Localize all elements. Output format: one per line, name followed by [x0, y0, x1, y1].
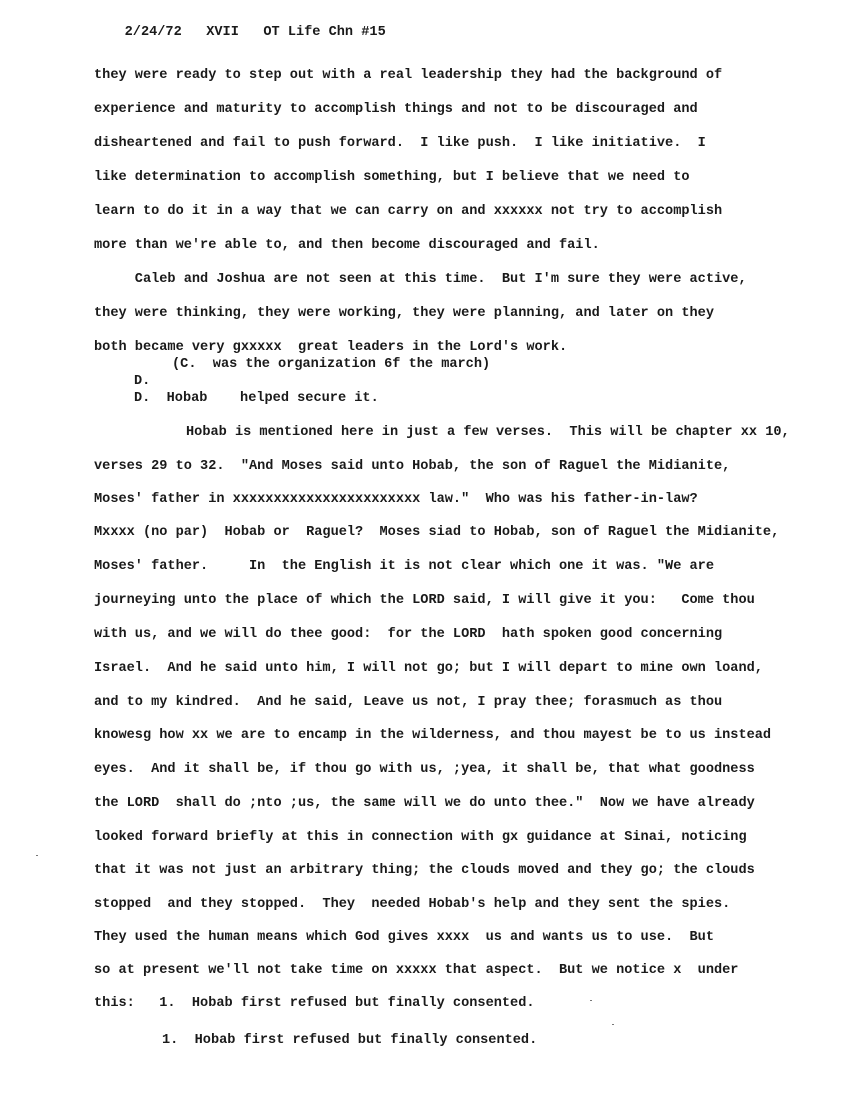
text-line: journeying unto the place of which the LORD said, I will give it you: Come thou: [94, 593, 755, 608]
outline-heading: D. Hobab helped secure it.: [134, 391, 379, 406]
text-line: that it was not just an arbitrary thing; the clouds moved and they go; the clouds: [94, 863, 755, 878]
header-course: OT Life Chn: [263, 25, 354, 40]
text-line: stopped and they stopped. They needed Hobab's help and they sent the spies.: [94, 897, 731, 912]
text-line: Caleb and Joshua are not seen at this time. But I'm sure they were active,: [94, 272, 747, 287]
text-line: Moses' father. In the English it is not clear which one it was. "We are: [94, 559, 714, 574]
text-line: experience and maturity to accomplish things and not to be discouraged and: [94, 102, 698, 117]
text-line: like determination to accomplish something, but I believe that we need to: [94, 170, 690, 185]
text-line: Israel. And he said unto him, I will not go; but I will depart to mine own loand,: [94, 661, 763, 676]
header-date: 2/24/72: [124, 25, 182, 40]
text-line: learn to do it in a way that we can carry on and xxxxxx not try to accomplish: [94, 204, 723, 219]
text-line: knowesg how xx we are to encamp in the wilderness, and thou mayest be to us instead: [94, 728, 772, 743]
text-line: they were ready to step out with a real leadership they had the background of: [94, 68, 723, 83]
scan-speck: [590, 1000, 592, 1001]
header-lecture: XVII: [206, 25, 239, 40]
text-line: Mxxxx (no par) Hobab or Raguel? Moses siad to Hobab, son of Raguel the Midianite,: [94, 525, 780, 540]
text-line: more than we're able to, and then become discouraged and fail.: [94, 238, 600, 253]
text-line: they were thinking, they were working, they were planning, and later on they: [94, 306, 714, 321]
outline-note: (C. was the organization 6f the march): [172, 357, 491, 372]
text-line: so at present we'll not take time on xxxxx that aspect. But we notice x under: [94, 963, 739, 978]
text-line: disheartened and fail to push forward. I like push. I like initiative. I: [94, 136, 706, 151]
text-line: and to my kindred. And he said, Leave us not, I pray thee; forasmuch as thou: [94, 695, 723, 710]
text-line: the LORD shall do ;nto ;us, the same will we do unto thee." Now we have already: [94, 796, 755, 811]
text-line: 1. Hobab first refused but finally consented.: [162, 1033, 538, 1048]
text-line: verses 29 to 32. "And Moses said unto Hobab, the son of Raguel the Midianite,: [94, 459, 731, 474]
text-line: with us, and we will do thee good: for the LORD hath spoken good concerning: [94, 627, 723, 642]
text-line: both became very gxxxxx great leaders in the Lord's work.: [94, 340, 568, 355]
text-line: Hobab is mentioned here in just a few verses. This will be chapter xx 10,: [186, 425, 790, 440]
scan-speck: [612, 1024, 614, 1025]
page-header: [92, 6, 386, 60]
header-number: #15: [361, 25, 386, 40]
text-line: looked forward briefly at this in connection with gx guidance at Sinai, noticing: [94, 830, 747, 845]
text-line: They used the human means which God gives xxxx us and wants us to use. But: [94, 930, 714, 945]
text-line: eyes. And it shall be, if thou go with us, ;yea, it shall be, that what goodness: [94, 762, 755, 777]
text-line: this: 1. Hobab first refused but finally consented.: [94, 996, 535, 1011]
text-line: Moses' father in xxxxxxxxxxxxxxxxxxxxxxx law." Who was his father-in-law?: [94, 492, 698, 507]
outline-heading: D.: [134, 374, 151, 389]
scan-speck: [36, 855, 38, 856]
